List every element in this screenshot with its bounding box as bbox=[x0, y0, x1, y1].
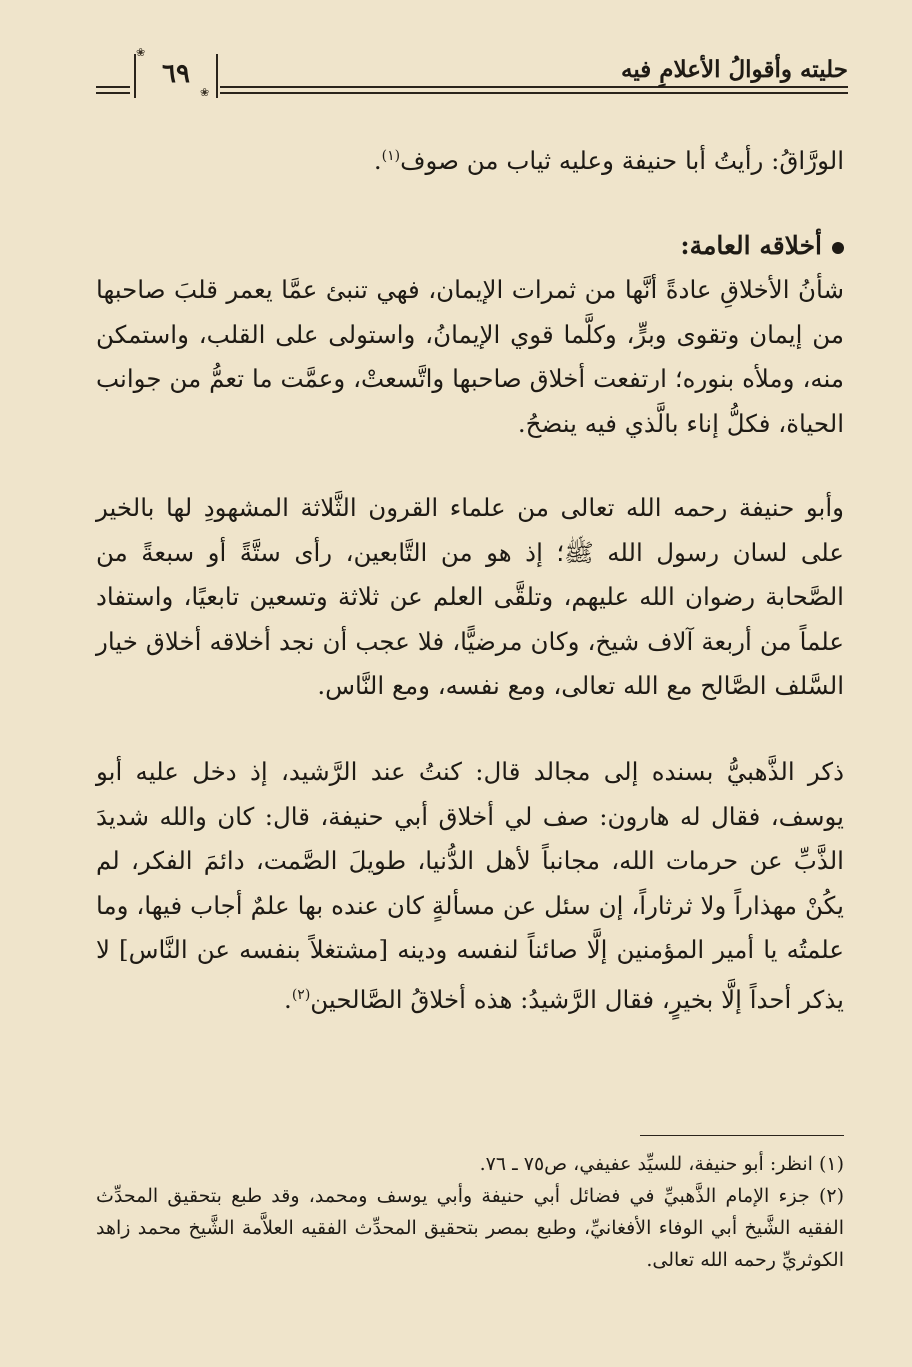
paragraph bbox=[96, 486, 844, 709]
page-number: ٦٩ bbox=[134, 54, 218, 98]
header-rule bbox=[96, 86, 130, 88]
section-heading bbox=[96, 231, 844, 260]
opening-line bbox=[96, 134, 844, 184]
footnote: (١) انظر: أبو حنيفة، للسيِّد عفيفي، ص٧٥ ـ ٧٦. bbox=[479, 1153, 844, 1175]
opening-end: . bbox=[373, 146, 382, 176]
footnotes bbox=[96, 1148, 844, 1276]
paragraph-text: وأبو حنيفة رحمه الله تعالى من علماء القرون الثَّلاثة المشهودِ لها بالخير على لسان رسول الله ﷺ؛ إذ هو من التَّابعين، رأى ستَّةً أو سبعةً من الصَّحابة رضوان الله عليهم، وتلقَّى العلم عن ثلاثة وتسعين تابعيًا، واستفاد علماً من أربعة آلاف شيخ، وكان مرضيًّا، فلا عجب أن نجد أخلاقه أخلاق خيار السَّلف الصَّالح مع الله تعالى، ومع نفسه، ومع النَّاس. bbox=[96, 493, 844, 700]
header-rule bbox=[220, 86, 848, 88]
footnote-ref: (٢) bbox=[291, 986, 311, 1003]
paragraph bbox=[96, 268, 844, 446]
footnote: (٢) جزء الإمام الذَّهبيِّ في فضائل أبي حنيفة وأبي يوسف ومحمد، وقد طبع بتحقيق المحدِّث الفقيه الشَّيخ أبي الوفاء الأفغانيِّ، وطبع بمصر بتحقيق المحدِّث الفقيه العلاَّمة الشَّيخ محمد زاهد الكوثريِّ رحمه الله تعالى. bbox=[96, 1185, 844, 1271]
opening-text: الورَّاقُ: رأيتُ أبا حنيفة وعليه ثياب من صوف bbox=[400, 146, 844, 176]
paragraph-end: . bbox=[284, 984, 292, 1014]
footnote-ref: (١) bbox=[381, 148, 401, 164]
header-rule bbox=[220, 92, 848, 94]
bullet-icon bbox=[832, 242, 844, 254]
flourish-ornament-icon: ❀ bbox=[136, 46, 146, 59]
paragraph-text: شأنُ الأخلاقِ عادةً أنَّها من ثمرات الإيمان، فهي تنبئ عمَّا يعمر قلبَ صاحبها من إيمان وتقوى وبرٍّ، وكلَّما قوي الإيمانُ، واستولى على القلب، واستمكن منه، وملأه بنوره؛ ارتفعت أخلاق صاحبها واتَّسعتْ، وعمَّت ما تعمُّ من جوانب الحياة، فكلُّ إناء بالَّذي فيه ينضحُ. bbox=[96, 275, 844, 438]
paragraph bbox=[96, 750, 844, 1022]
header-rule bbox=[96, 92, 130, 94]
running-title: حليته وأقوالُ الأعلامِ فيه bbox=[620, 56, 848, 83]
footnote-separator bbox=[640, 1135, 844, 1136]
flourish-ornament-icon: ❀ bbox=[200, 86, 210, 99]
section-heading-text: أخلاقه العامة: bbox=[680, 231, 822, 260]
paragraph-text: ذكر الذَّهبيُّ بسنده إلى مجالد قال: كنتُ عند الرَّشيد، إذ دخل عليه أبو يوسف، فقال له هارون: صف لي أخلاق أبي حنيفة، قال: كان والله شديدَ الذَّبِّ عن حرمات الله، مجانباً لأهل الدُّنيا، طويلَ الصَّمت، دائمَ الفكر، لم يكُنْ مهذاراً ولا ثرثاراً، إن سئل عن مسألةٍ كان عنده بها علمٌ أجاب فيها، وما علمتُه يا أمير المؤمنين إلَّا صائناً لنفسه ودينه [مشتغلاً بنفسه عن النَّاس] لا يذكر أحداً إلَّا بخيرٍ، فقال الرَّشيدُ: هذه أخلاقُ الصَّالحين bbox=[96, 757, 844, 1014]
page-header bbox=[96, 46, 848, 102]
